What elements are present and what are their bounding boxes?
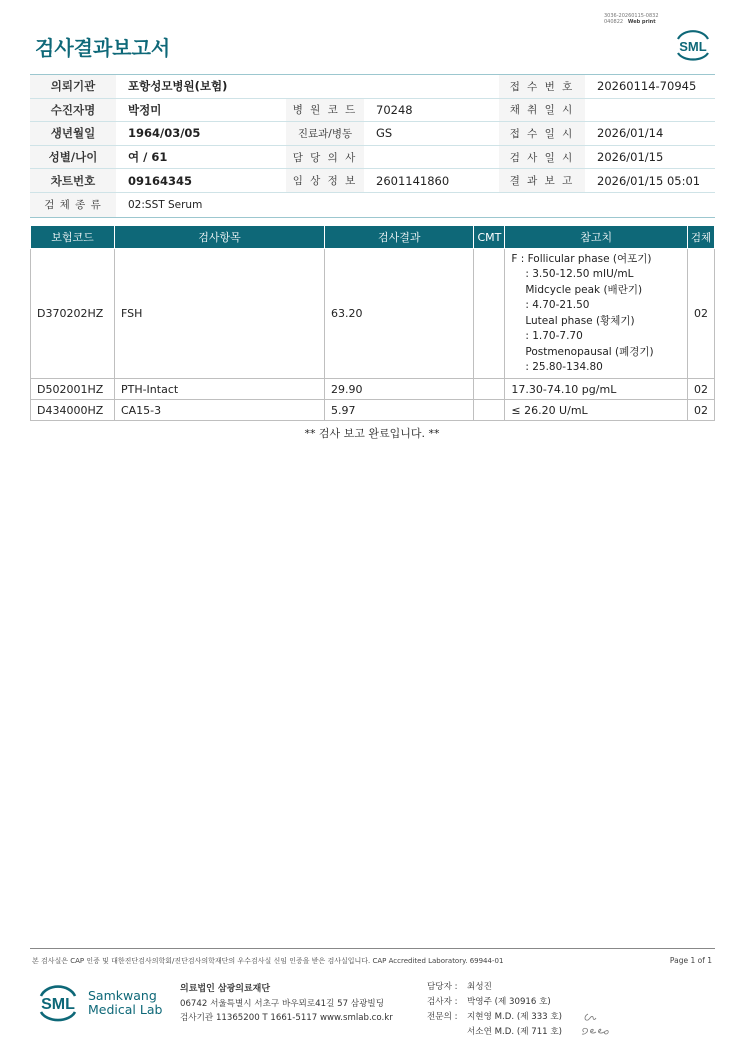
staff-label: 전문의 :: [427, 1012, 458, 1022]
cell-item: FSH: [114, 249, 324, 379]
completion-message: ** 검사 보고 완료입니다. **: [304, 427, 440, 440]
info-row: [30, 99, 715, 123]
staff-row: [427, 980, 562, 995]
print-id: [604, 13, 684, 25]
results-header-row: [31, 226, 715, 249]
org-name: 의료법인 삼광의료재단: [180, 984, 271, 994]
table-row: [31, 400, 715, 421]
reference-lines: [511, 250, 681, 378]
value-clinical-info: 2601141860: [376, 173, 450, 188]
ref-line: : 1.70-7.70: [525, 330, 583, 342]
value-birth-date: 1964/03/05: [128, 126, 201, 141]
label-collection-date: 채 취 일 시: [499, 99, 585, 122]
label-test-date: 검 사 일 시: [499, 146, 585, 169]
ref-line: F : Follicular phase (여포기): [511, 252, 652, 265]
value-specimen-type: 02:SST Serum: [128, 198, 203, 211]
cell-reference: 17.30-74.10 pg/mL: [505, 379, 688, 400]
label-result-report: 결 과 보 고: [499, 169, 585, 192]
info-row: [30, 122, 715, 146]
staff-value: 박영주 (제 30916 호): [467, 997, 551, 1007]
cell-specimen: 02: [687, 379, 714, 400]
brand-name-line2: Medical Lab: [88, 1002, 163, 1017]
print-code: 040822: [604, 19, 624, 25]
brand-text: [88, 989, 162, 1017]
label-sex-age: 성별/나이: [30, 146, 116, 169]
header-test-result: 검사결과: [325, 226, 474, 249]
label-birth-date: 생년월일: [30, 122, 116, 145]
label-receipt-no: 접 수 번 호: [499, 75, 585, 98]
value-hospital-code: 70248: [376, 102, 413, 117]
value-sex-age: 여 / 61: [128, 150, 168, 165]
label-clinical-info: 임 상 정 보: [286, 169, 364, 192]
ref-line: : 4.70-21.50: [525, 299, 590, 311]
table-row: [31, 379, 715, 400]
org-contact: 검사기관 11365200 T 1661-5117 www.smlab.co.kr: [180, 1013, 393, 1023]
ref-line: : 3.50-12.50 mIU/mL: [525, 268, 634, 280]
value-collection-date: [585, 99, 715, 122]
staff-info: [427, 980, 562, 1040]
value-doctor: [364, 146, 499, 169]
label-receipt-date: 접 수 일 시: [499, 122, 585, 145]
print-id-line1: 3036-20260115-0832: [604, 13, 659, 19]
footer-divider: [30, 948, 715, 949]
cell-code: D502001HZ: [31, 379, 115, 400]
info-row: [30, 169, 715, 193]
value-patient-name: 박정미: [128, 102, 162, 117]
value-chart-no: 09164345: [128, 173, 193, 188]
value-receipt-date: 2026/01/14: [597, 126, 664, 141]
label-requesting-org: 의뢰기관: [30, 75, 116, 98]
cell-code: D434000HZ: [31, 400, 115, 421]
staff-value: 서소연 M.D. (제 711 호): [467, 1027, 563, 1037]
header-reference: 참고치: [505, 226, 688, 249]
staff-value: 최성진: [467, 982, 492, 992]
samkwang-logo-icon: [36, 980, 80, 1026]
staff-row: [427, 1025, 562, 1040]
info-row: [30, 75, 715, 99]
cell-item: PTH-Intact: [114, 379, 324, 400]
signature-icon: [578, 1008, 612, 1040]
value-requesting-org: 포항성모병원(보험): [128, 79, 228, 94]
patient-info-table: [30, 74, 715, 218]
staff-row: [427, 1010, 562, 1025]
header-specimen: 검체: [687, 226, 714, 249]
sml-logo-icon: [672, 27, 714, 63]
label-patient-name: 수진자명: [30, 99, 116, 122]
print-label: Web print: [627, 19, 656, 25]
label-hospital-code: 병 원 코 드: [286, 99, 364, 122]
accreditation-note: 본 검사실은 CAP 인증 및 대한진단검사의학회/진단검사의학재단의 우수검사실 신임 인증을 받은 검사실입니다. CAP Accredited Laboratory. 69944-01: [32, 957, 504, 965]
header-insurance-code: 보험코드: [31, 226, 115, 249]
footer-brand: [36, 980, 162, 1026]
svg-text:SML: SML: [41, 996, 75, 1013]
cell-specimen: 02: [687, 249, 714, 379]
table-row: [31, 249, 715, 379]
ref-line: Luteal phase (황체기): [525, 314, 635, 327]
cell-result: 63.20: [325, 249, 474, 379]
ref-line: Postmenopausal (폐경기): [525, 345, 654, 358]
cell-reference: ≤ 26.20 U/mL: [505, 400, 688, 421]
ref-line: : 25.80-134.80: [525, 361, 603, 373]
brand-name-line1: Samkwang: [88, 988, 157, 1003]
staff-label: 담당자 :: [427, 982, 458, 992]
label-department: 진료과/병동: [286, 122, 364, 145]
staff-value: 지현영 M.D. (제 333 호): [467, 1012, 563, 1022]
cell-reference: [505, 249, 688, 379]
label-chart-no: 차트번호: [30, 169, 116, 192]
value-department: GS: [376, 126, 393, 141]
info-row: [30, 193, 715, 217]
org-address: 06742 서울특별시 서초구 바우뫼로41길 57 삼광빌딩: [180, 998, 384, 1009]
print-id-line2: [604, 19, 684, 25]
staff-label: 검사자 :: [427, 997, 458, 1007]
cell-item: CA15-3: [114, 400, 324, 421]
staff-label: [427, 1025, 467, 1040]
ref-line: Midcycle peak (배란기): [525, 283, 643, 296]
header-cmt: CMT: [474, 226, 505, 249]
cell-code: D370202HZ: [31, 249, 115, 379]
header-test-item: 검사항목: [114, 226, 324, 249]
svg-text:SML: SML: [679, 39, 707, 54]
organization-info: [180, 982, 393, 1026]
cell-cmt: [474, 400, 505, 421]
cell-result: 29.90: [325, 379, 474, 400]
cell-specimen: 02: [687, 400, 714, 421]
staff-row: [427, 995, 562, 1010]
label-doctor: 담 당 의 사: [286, 146, 364, 169]
page-title: 검사결과보고서: [35, 36, 171, 60]
label-specimen-type: 검 체 종 류: [30, 193, 116, 217]
info-row: [30, 146, 715, 170]
page-number: Page 1 of 1: [669, 956, 712, 965]
value-result-report: 2026/01/15 05:01: [597, 173, 701, 188]
cell-cmt: [474, 379, 505, 400]
results-table: [30, 225, 715, 421]
value-test-date: 2026/01/15: [597, 150, 664, 165]
value-receipt-no: 20260114-70945: [597, 79, 697, 94]
cell-cmt: [474, 249, 505, 379]
cell-result: 5.97: [325, 400, 474, 421]
